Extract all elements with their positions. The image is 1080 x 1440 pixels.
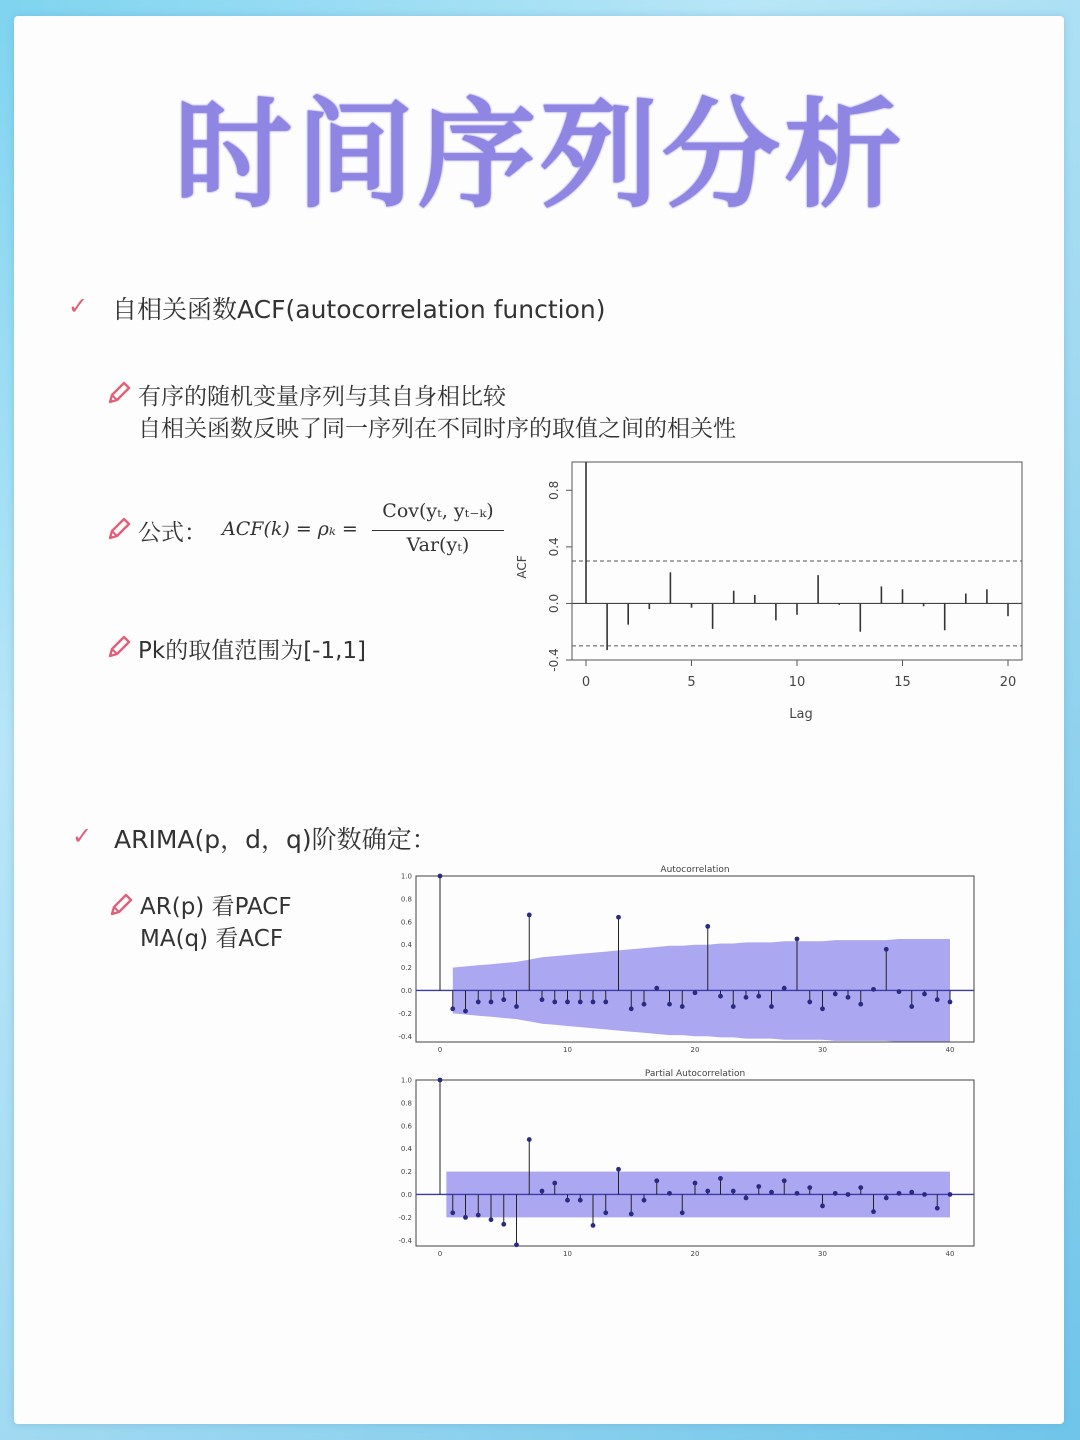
stem-marker xyxy=(514,1004,519,1009)
stem-marker xyxy=(705,1189,710,1194)
y-tick-label: 0.8 xyxy=(400,895,412,904)
stem-marker xyxy=(820,1006,825,1011)
stem-marker xyxy=(603,1210,608,1215)
x-tick-label: 10 xyxy=(563,1250,572,1258)
stem-marker xyxy=(552,1181,557,1186)
section1-heading: 自相关函数ACF(autocorrelation function) xyxy=(112,295,606,324)
stem-marker xyxy=(909,1190,914,1195)
stem-marker xyxy=(450,1210,455,1215)
stem-marker xyxy=(603,1000,608,1005)
x-axis-label: Lag xyxy=(789,707,813,722)
stem-marker xyxy=(450,1006,455,1011)
bullet1-line2: 自相关函数反映了同一序列在不同时序的取值之间的相关性 xyxy=(138,416,736,442)
y-tick-label: 0.8 xyxy=(547,480,561,500)
stem-marker xyxy=(756,1184,761,1189)
stem-marker xyxy=(731,1004,736,1009)
stem-marker xyxy=(654,986,659,991)
stem-marker xyxy=(616,915,621,920)
stem-marker xyxy=(769,1004,774,1009)
section2-line1: AR(p) 看PACF xyxy=(140,894,292,920)
x-tick-label: 0 xyxy=(581,675,591,690)
stem-marker xyxy=(922,992,927,997)
formula-label: 公式： xyxy=(138,520,207,546)
pencil-icon xyxy=(106,380,132,406)
pencil-icon xyxy=(106,634,132,660)
formula-denominator: Var(yₜ) xyxy=(406,534,470,556)
x-tick-label: 10 xyxy=(788,675,806,690)
stem-marker xyxy=(527,1137,532,1142)
y-tick-label: 0.0 xyxy=(400,986,412,995)
stem-marker xyxy=(642,1198,647,1203)
stem-marker xyxy=(489,1000,494,1005)
x-tick-label: 5 xyxy=(687,675,696,690)
stem-marker xyxy=(438,874,443,879)
partial-autocorrelation-chart xyxy=(378,1064,978,1264)
y-tick-label: 1.0 xyxy=(400,1076,412,1085)
formula-numerator: Cov(yₜ, yₜ₋ₖ) xyxy=(382,500,494,522)
x-tick-label: 30 xyxy=(818,1046,827,1054)
section2-heading: ARIMA(p，d，q)阶数确定： xyxy=(114,825,437,854)
x-tick-label: 0 xyxy=(437,1250,443,1258)
pencil-icon xyxy=(108,892,134,918)
stem-marker xyxy=(871,987,876,992)
stem-marker xyxy=(846,995,851,1000)
stem-marker xyxy=(744,1196,749,1201)
stem-marker xyxy=(476,1000,481,1005)
x-tick-label: 20 xyxy=(690,1046,700,1054)
stem-marker xyxy=(629,1006,634,1011)
section2-line2: MA(q) 看ACF xyxy=(140,926,284,952)
stem-marker xyxy=(795,1191,800,1196)
stem-marker xyxy=(552,1000,557,1005)
stem-marker xyxy=(782,1178,787,1183)
stem-marker xyxy=(680,1210,685,1215)
x-tick-label: 40 xyxy=(945,1250,955,1258)
pencil-icon xyxy=(106,516,132,542)
stem-marker xyxy=(718,994,723,999)
stem-marker xyxy=(884,947,889,952)
check-icon: ✓ xyxy=(72,822,93,850)
y-tick-label: 0.0 xyxy=(400,1190,412,1199)
stem-marker xyxy=(565,1198,570,1203)
stem-marker xyxy=(909,1004,914,1009)
stem-marker xyxy=(769,1190,774,1195)
stem-marker xyxy=(897,1191,902,1196)
stem-marker xyxy=(527,913,532,918)
stem-marker xyxy=(858,1185,863,1190)
page-title: 时间序列分析 xyxy=(173,86,906,224)
y-tick-label: 0.6 xyxy=(400,1122,412,1131)
y-tick-label: 1.0 xyxy=(400,872,412,881)
y-tick-label: -0.2 xyxy=(398,1213,412,1222)
stem-marker xyxy=(731,1189,736,1194)
acf-chart xyxy=(500,450,1040,740)
stem-marker xyxy=(858,1002,863,1007)
stem-marker xyxy=(438,1078,443,1083)
stem-marker xyxy=(756,994,761,999)
stem-marker xyxy=(565,1000,570,1005)
stem-marker xyxy=(489,1217,494,1222)
stem-marker xyxy=(693,1181,698,1186)
fraction-bar xyxy=(372,530,504,531)
plot-frame xyxy=(416,1080,974,1246)
stem-marker xyxy=(540,997,545,1002)
stem-marker xyxy=(833,992,838,997)
stem-marker xyxy=(667,1191,672,1196)
stem-marker xyxy=(820,1204,825,1209)
stem-marker xyxy=(833,1191,838,1196)
stem-marker xyxy=(744,995,749,1000)
stem-marker xyxy=(693,990,698,995)
y-tick-label: 0.6 xyxy=(400,918,412,927)
y-tick-label: 0.2 xyxy=(400,1168,412,1177)
stem-marker xyxy=(935,997,940,1002)
stem-marker xyxy=(463,1215,468,1220)
x-tick-label: 0 xyxy=(437,1046,443,1054)
stem-marker xyxy=(616,1167,621,1172)
stem-marker xyxy=(654,1178,659,1183)
chart-title: Partial Autocorrelation xyxy=(644,1069,746,1079)
x-tick-label: 40 xyxy=(945,1046,955,1054)
formula-lhs: ACF(k) = ρₖ = xyxy=(222,518,358,540)
stem-marker xyxy=(884,1196,889,1201)
y-tick-label: -0.4 xyxy=(547,648,561,672)
stem-marker xyxy=(642,1002,647,1007)
stem-marker xyxy=(718,1176,723,1181)
y-tick-label: 0.8 xyxy=(400,1099,412,1108)
y-tick-label: -0.4 xyxy=(398,1032,412,1041)
stem-marker xyxy=(807,1000,812,1005)
y-tick-label: -0.4 xyxy=(398,1236,412,1245)
bullet3: Pk的取值范围为[-1,1] xyxy=(138,638,367,664)
stem-marker xyxy=(501,997,506,1002)
chart-title: Autocorrelation xyxy=(660,865,730,875)
stem-marker xyxy=(578,1198,583,1203)
stem-marker xyxy=(705,924,710,929)
y-tick-label: 0.2 xyxy=(400,964,412,973)
stem-marker xyxy=(871,1209,876,1214)
stem-marker xyxy=(948,1192,953,1197)
stem-marker xyxy=(667,1002,672,1007)
bullet1-line1: 有序的随机变量序列与其自身相比较 xyxy=(138,384,506,410)
y-tick-label: 0.4 xyxy=(400,941,412,950)
check-icon: ✓ xyxy=(68,292,89,320)
x-tick-label: 30 xyxy=(818,1250,827,1258)
stem-marker xyxy=(591,1223,596,1228)
stem-marker xyxy=(501,1222,506,1227)
stem-marker xyxy=(935,1206,940,1211)
stem-marker xyxy=(795,937,800,942)
stem-marker xyxy=(680,1004,685,1009)
y-tick-label: 0.0 xyxy=(547,593,561,613)
autocorrelation-chart xyxy=(378,860,978,1060)
stem-marker xyxy=(922,1192,927,1197)
x-tick-label: 10 xyxy=(563,1046,572,1054)
stem-marker xyxy=(540,1189,545,1194)
stem-marker xyxy=(514,1242,519,1247)
stem-marker xyxy=(629,1212,634,1217)
stem-marker xyxy=(807,1185,812,1190)
stem-marker xyxy=(846,1192,851,1197)
stem-marker xyxy=(476,1213,481,1218)
y-tick-label: 0.4 xyxy=(547,537,561,557)
x-tick-label: 20 xyxy=(690,1250,700,1258)
stem-marker xyxy=(897,989,902,994)
stem-marker xyxy=(591,1000,596,1005)
y-tick-label: -0.2 xyxy=(398,1009,412,1018)
y-axis-label: ACF xyxy=(515,555,529,579)
x-tick-label: 20 xyxy=(999,675,1017,690)
stem-marker xyxy=(782,986,787,991)
x-tick-label: 15 xyxy=(894,675,911,690)
y-tick-label: 0.4 xyxy=(400,1145,412,1154)
stem-marker xyxy=(948,1000,953,1005)
stem-marker xyxy=(463,1009,468,1014)
stem-marker xyxy=(578,1000,583,1005)
